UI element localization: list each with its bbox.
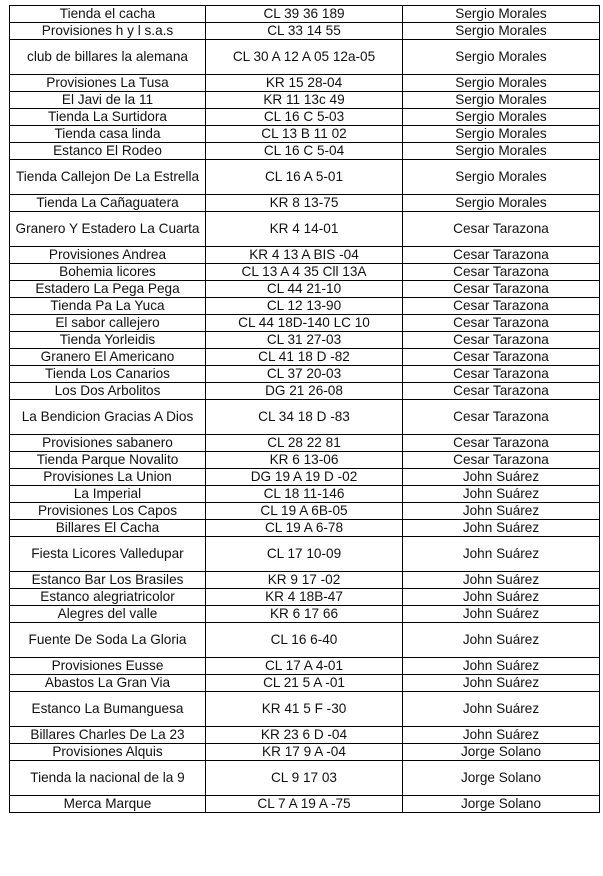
table-row (10, 349, 600, 366)
table-row (10, 623, 600, 658)
seller-cell: Sergio Morales (403, 143, 600, 160)
store-name-cell: Billares El Cacha (10, 520, 206, 537)
store-name-cell: El Javi de la 11 (10, 92, 206, 109)
seller-cell: Sergio Morales (403, 6, 600, 23)
address-cell: CL 39 36 189 (206, 6, 403, 23)
store-name-cell: La Imperial (10, 486, 206, 503)
store-name-cell: Granero Y Estadero La Cuarta (10, 212, 206, 247)
seller-cell: Sergio Morales (403, 75, 600, 92)
table-row (10, 6, 600, 23)
store-name-cell: Provisiones La Tusa (10, 75, 206, 92)
address-cell: CL 41 18 D -82 (206, 349, 403, 366)
address-cell: KR 41 5 F -30 (206, 692, 403, 727)
address-cell: CL 34 18 D -83 (206, 400, 403, 435)
seller-cell: Sergio Morales (403, 23, 600, 40)
store-name-cell: Provisiones h y l s.a.s (10, 23, 206, 40)
address-cell: CL 19 A 6B-05 (206, 503, 403, 520)
store-name-cell: Provisiones Los Capos (10, 503, 206, 520)
stores-table (9, 5, 600, 813)
table-row (10, 520, 600, 537)
table-row (10, 469, 600, 486)
table-row (10, 658, 600, 675)
address-cell: KR 6 17 66 (206, 606, 403, 623)
store-name-cell: Provisiones La Union (10, 469, 206, 486)
seller-cell: Sergio Morales (403, 92, 600, 109)
store-name-cell: Alegres del valle (10, 606, 206, 623)
address-cell: CL 17 10-09 (206, 537, 403, 572)
address-cell: KR 17 9 A -04 (206, 744, 403, 761)
store-name-cell: Tienda Los Canarios (10, 366, 206, 383)
address-cell: DG 21 26-08 (206, 383, 403, 400)
table-row (10, 572, 600, 589)
seller-cell: John Suárez (403, 520, 600, 537)
table-row (10, 212, 600, 247)
seller-cell: Sergio Morales (403, 126, 600, 143)
store-name-cell: Tienda la nacional de la 9 (10, 761, 206, 796)
table-row (10, 315, 600, 332)
table-row (10, 332, 600, 349)
table-row (10, 298, 600, 315)
seller-cell: John Suárez (403, 623, 600, 658)
table-row (10, 195, 600, 212)
store-name-cell: Tienda Pa La Yuca (10, 298, 206, 315)
store-name-cell: Tienda Parque Novalito (10, 452, 206, 469)
store-name-cell: Tienda el cacha (10, 6, 206, 23)
address-cell: CL 44 18D-140 LC 10 (206, 315, 403, 332)
address-cell: KR 15 28-04 (206, 75, 403, 92)
seller-cell: John Suárez (403, 727, 600, 744)
address-cell: KR 11 13c 49 (206, 92, 403, 109)
table-row (10, 744, 600, 761)
stores-table-body (10, 6, 600, 813)
address-cell: CL 30 A 12 A 05 12a-05 (206, 40, 403, 75)
table-row (10, 400, 600, 435)
table-row (10, 109, 600, 126)
table-row (10, 589, 600, 606)
seller-cell: John Suárez (403, 589, 600, 606)
seller-cell: Cesar Tarazona (403, 332, 600, 349)
address-cell: CL 33 14 55 (206, 23, 403, 40)
seller-cell: Sergio Morales (403, 109, 600, 126)
store-name-cell: Fiesta Licores Valledupar (10, 537, 206, 572)
address-cell: CL 16 A 5-01 (206, 160, 403, 195)
seller-cell: Cesar Tarazona (403, 435, 600, 452)
seller-cell: Sergio Morales (403, 40, 600, 75)
store-name-cell: Fuente De Soda La Gloria (10, 623, 206, 658)
seller-cell: John Suárez (403, 658, 600, 675)
address-cell: KR 9 17 -02 (206, 572, 403, 589)
address-cell: CL 12 13-90 (206, 298, 403, 315)
store-name-cell: Estadero La Pega Pega (10, 281, 206, 298)
seller-cell: John Suárez (403, 503, 600, 520)
table-row (10, 727, 600, 744)
seller-cell: Cesar Tarazona (403, 366, 600, 383)
table-row (10, 383, 600, 400)
seller-cell: John Suárez (403, 675, 600, 692)
store-name-cell: La Bendicion Gracias A Dios (10, 400, 206, 435)
table-row (10, 23, 600, 40)
store-name-cell: Estanco Bar Los Brasiles (10, 572, 206, 589)
store-name-cell: Tienda La Surtidora (10, 109, 206, 126)
address-cell: KR 8 13-75 (206, 195, 403, 212)
table-row (10, 92, 600, 109)
table-row (10, 366, 600, 383)
store-name-cell: club de billares la alemana (10, 40, 206, 75)
seller-cell: John Suárez (403, 572, 600, 589)
store-name-cell: Tienda La Cañaguatera (10, 195, 206, 212)
seller-cell: John Suárez (403, 692, 600, 727)
store-name-cell: El sabor callejero (10, 315, 206, 332)
seller-cell: Cesar Tarazona (403, 452, 600, 469)
table-row (10, 537, 600, 572)
seller-cell: Cesar Tarazona (403, 212, 600, 247)
address-cell: KR 4 13 A BIS -04 (206, 247, 403, 264)
seller-cell: Jorge Solano (403, 744, 600, 761)
store-name-cell: Provisiones Alquis (10, 744, 206, 761)
store-name-cell: Billares Charles De La 23 (10, 727, 206, 744)
seller-cell: Cesar Tarazona (403, 315, 600, 332)
address-cell: CL 13 A 4 35 Cll 13A (206, 264, 403, 281)
store-name-cell: Abastos La Gran Via (10, 675, 206, 692)
table-row (10, 452, 600, 469)
store-name-cell: Merca Marque (10, 796, 206, 813)
address-cell: KR 6 13-06 (206, 452, 403, 469)
store-name-cell: Provisiones sabanero (10, 435, 206, 452)
address-cell: CL 21 5 A -01 (206, 675, 403, 692)
seller-cell: Cesar Tarazona (403, 247, 600, 264)
address-cell: KR 4 14-01 (206, 212, 403, 247)
address-cell: KR 23 6 D -04 (206, 727, 403, 744)
address-cell: DG 19 A 19 D -02 (206, 469, 403, 486)
seller-cell: Jorge Solano (403, 796, 600, 813)
address-cell: CL 28 22 81 (206, 435, 403, 452)
address-cell: CL 16 6-40 (206, 623, 403, 658)
address-cell: KR 4 18B-47 (206, 589, 403, 606)
table-row (10, 264, 600, 281)
seller-cell: Cesar Tarazona (403, 349, 600, 366)
seller-cell: Sergio Morales (403, 160, 600, 195)
address-cell: CL 16 C 5-03 (206, 109, 403, 126)
table-row (10, 160, 600, 195)
store-name-cell: Estanco alegriatricolor (10, 589, 206, 606)
seller-cell: Sergio Morales (403, 195, 600, 212)
table-row (10, 40, 600, 75)
address-cell: CL 31 27-03 (206, 332, 403, 349)
table-row (10, 606, 600, 623)
seller-cell: Cesar Tarazona (403, 281, 600, 298)
store-name-cell: Provisiones Andrea (10, 247, 206, 264)
table-row (10, 761, 600, 796)
store-name-cell: Bohemia licores (10, 264, 206, 281)
address-cell: CL 17 A 4-01 (206, 658, 403, 675)
table-row (10, 247, 600, 264)
store-name-cell: Provisiones Eusse (10, 658, 206, 675)
seller-cell: John Suárez (403, 537, 600, 572)
table-row (10, 126, 600, 143)
store-name-cell: Granero El Americano (10, 349, 206, 366)
address-cell: CL 37 20-03 (206, 366, 403, 383)
address-cell: CL 19 A 6-78 (206, 520, 403, 537)
address-cell: CL 44 21-10 (206, 281, 403, 298)
table-row (10, 503, 600, 520)
store-name-cell: Tienda Yorleidis (10, 332, 206, 349)
address-cell: CL 9 17 03 (206, 761, 403, 796)
address-cell: CL 16 C 5-04 (206, 143, 403, 160)
address-cell: CL 13 B 11 02 (206, 126, 403, 143)
table-row (10, 796, 600, 813)
seller-cell: Cesar Tarazona (403, 264, 600, 281)
store-name-cell: Tienda casa linda (10, 126, 206, 143)
table-row (10, 435, 600, 452)
table-row (10, 486, 600, 503)
table-row (10, 75, 600, 92)
store-name-cell: Tienda Callejon De La Estrella (10, 160, 206, 195)
seller-cell: John Suárez (403, 606, 600, 623)
table-row (10, 281, 600, 298)
store-name-cell: Estanco La Bumanguesa (10, 692, 206, 727)
address-cell: CL 7 A 19 A -75 (206, 796, 403, 813)
seller-cell: John Suárez (403, 469, 600, 486)
seller-cell: John Suárez (403, 486, 600, 503)
table-row (10, 143, 600, 160)
seller-cell: Jorge Solano (403, 761, 600, 796)
store-name-cell: Los Dos Arbolitos (10, 383, 206, 400)
seller-cell: Cesar Tarazona (403, 383, 600, 400)
table-row (10, 675, 600, 692)
table-row (10, 692, 600, 727)
seller-cell: Cesar Tarazona (403, 298, 600, 315)
seller-cell: Cesar Tarazona (403, 400, 600, 435)
store-name-cell: Estanco El Rodeo (10, 143, 206, 160)
address-cell: CL 18 11-146 (206, 486, 403, 503)
